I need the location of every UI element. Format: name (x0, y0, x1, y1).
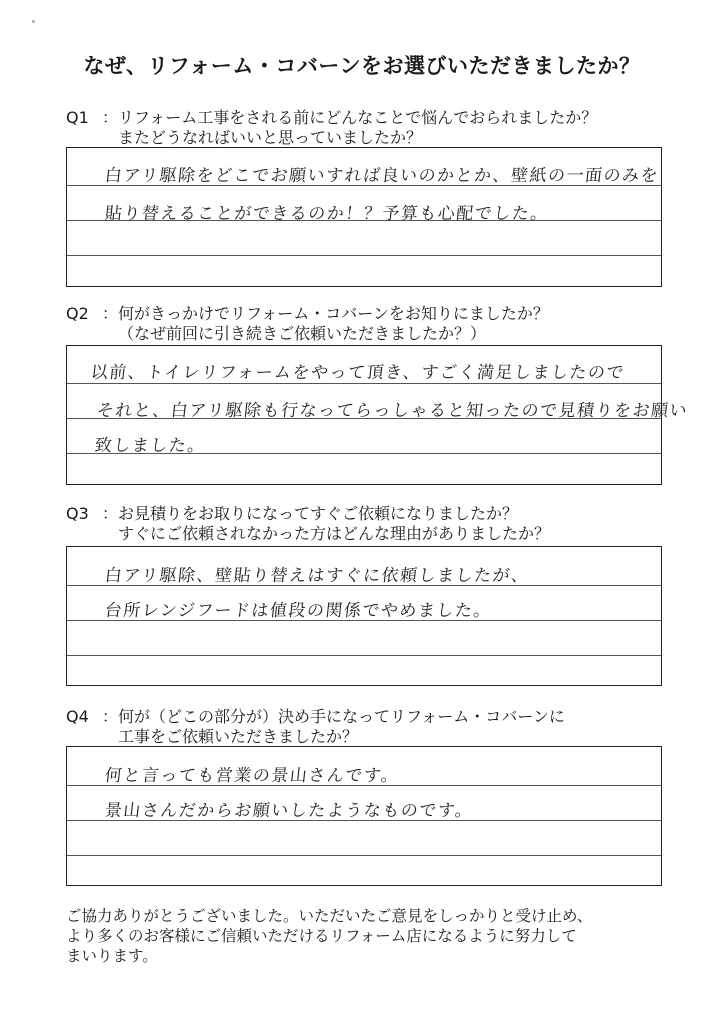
question-number: Q4 (66, 707, 89, 726)
question-number: Q2 (66, 304, 89, 323)
scan-dot (32, 20, 35, 23)
question-text: 何が（どこの部分が）決め手になってリフォーム・コバーンに (118, 707, 565, 726)
answer-line: 何と言っても営業の景山さんです。 (103, 766, 401, 786)
answer-box-3 (66, 546, 662, 686)
page-title: なぜ、リフォーム・コバーンをお選びいただきましたか？ (83, 54, 641, 78)
answer-rule (67, 655, 661, 656)
answer-box-1 (66, 147, 662, 287)
answer-line: 白アリ駆除をどこでお願いすれば良いのかとか、壁紙の一面のみを (103, 166, 661, 186)
answer-box-2 (66, 345, 690, 485)
question-text: お見積りをお取りになってすぐご依頼になりましたか？ (118, 504, 519, 523)
question-text: 何がきっかけでリフォーム・コバーンをお知りにましたか？ (118, 304, 549, 323)
answer-line: 致しました。 (93, 436, 207, 456)
closing-message (66, 906, 666, 966)
answer-line: 白アリ駆除、壁貼り替えはすぐに依頼しましたが、 (103, 566, 531, 586)
question-text-line2: またどうなればいいと思っていましたか？ (118, 128, 423, 147)
question-text-line2: 工事をご依頼いただきましたか？ (118, 727, 359, 746)
question-number: Q3 (66, 504, 89, 523)
answer-rule (67, 855, 661, 856)
question-text: リフォーム工事をされる前にどんなことで悩んでおられましたか？ (118, 108, 598, 127)
question-number: Q1 (66, 108, 89, 127)
answer-line: 以前、トイレリフォームをやって頂き、すごく満足しましたので (89, 363, 626, 383)
answer-line: 台所レンジフードは値段の関係でやめました。 (103, 601, 493, 621)
answer-box-4 (66, 746, 662, 886)
closing-line-3: まいります。 (66, 947, 158, 965)
answer-line: 貼り替えることができるのか！？予算も心配でした。 (103, 204, 550, 224)
question-text-line2: （なぜ前回に引き続きご依頼いただきましたか？） (118, 324, 487, 343)
question-2: Q2 ：何がきっかけでリフォーム・コバーンをお知りにましたか？ （なぜ前回に引き続きご依頼いただきましたか？） (66, 304, 549, 343)
question-4: Q4 ：何が（どこの部分が）決め手になってリフォーム・コバーンに 工事をご依頼いただきましたか？ (66, 707, 565, 746)
answer-line: 景山さんだからお願いしたようなものです。 (103, 801, 475, 821)
question-text-line2: すぐにご依頼されなかった方はどんな理由がありましたか？ (118, 524, 551, 543)
question-1: Q1 ：リフォーム工事をされる前にどんなことで悩んでおられましたか？ またどうなればいいと思っていましたか？ (66, 108, 598, 147)
answer-rule (67, 255, 661, 256)
closing-line-2: より多くのお客様にご信頼いただけるリフォーム店になるように努力して (66, 927, 577, 945)
answer-line: それと、白アリ駆除も行なってらっしゃると知ったので見積りをお願い (95, 401, 690, 421)
question-3: Q3 ：お見積りをお取りになってすぐご依頼になりましたか？ すぐにご依頼されなかった方はどんな理由がありましたか？ (66, 504, 551, 543)
closing-line-1: ご協力ありがとうございました。いただいたご意見をしっかりと受け止め、 (66, 907, 593, 925)
answer-rule (67, 383, 661, 384)
